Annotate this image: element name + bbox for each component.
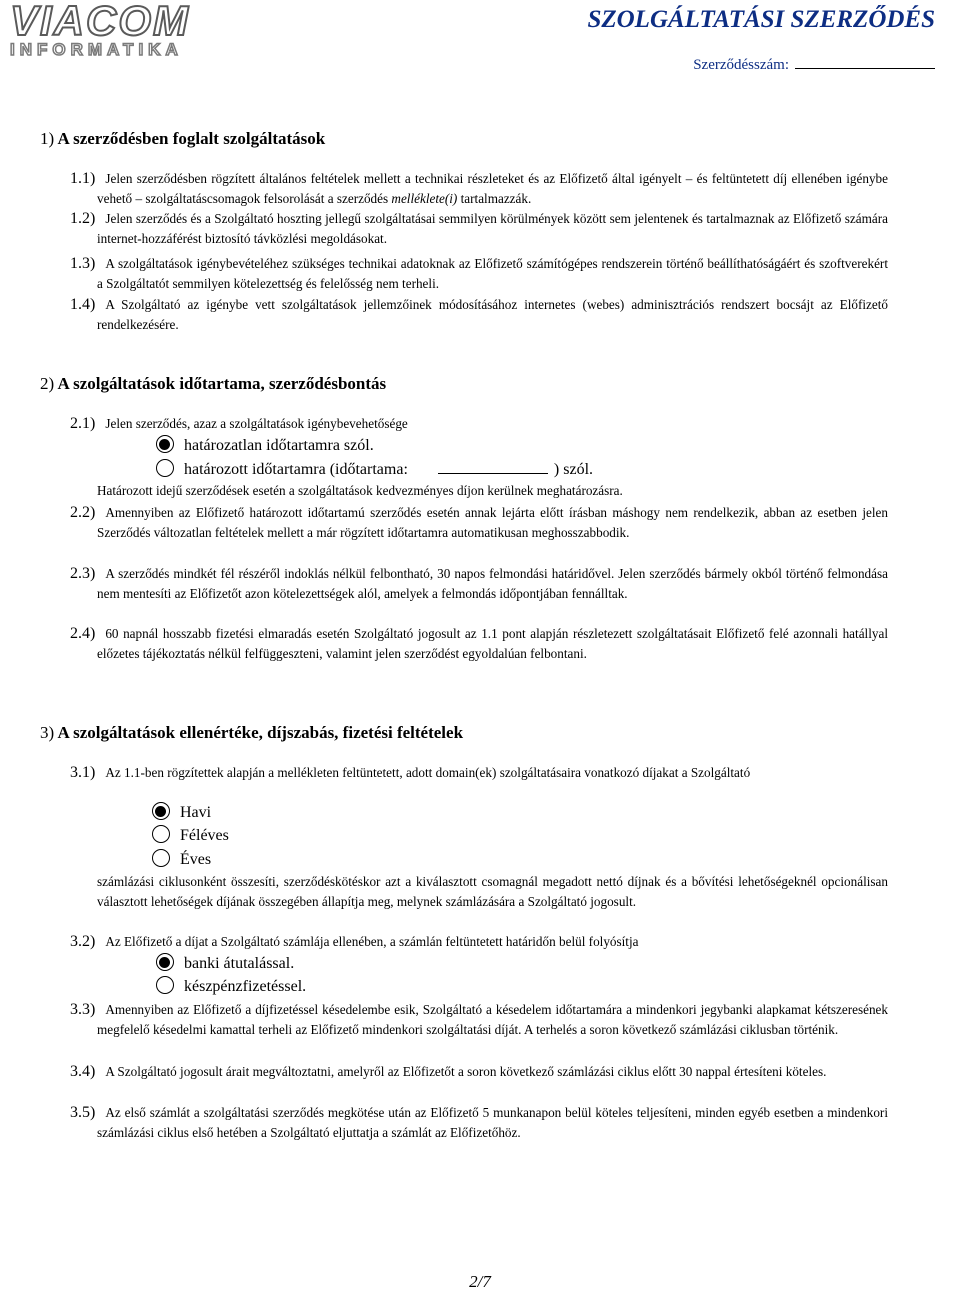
- clause-number: 3.3): [70, 1001, 96, 1018]
- clause-number: 1.3): [70, 255, 96, 272]
- option-label: banki átutalással.: [184, 955, 295, 972]
- billing-option-semiannual[interactable]: [152, 825, 229, 847]
- clause-1-4: [70, 295, 888, 334]
- clause-1-1: [70, 169, 888, 208]
- clause-number: 2.3): [70, 565, 96, 582]
- clause-number: 3.2): [70, 933, 96, 950]
- option-suffix: ) szól.: [553, 461, 594, 478]
- clause-tail: tartalmazzák.: [457, 190, 532, 206]
- clause-2-2: [70, 503, 888, 542]
- clause-text: Az 1.1-ben rögzítettek alapján a mellékleten feltüntetett, adott domain(ek) szolgáltatásaira vonatkozó díjakat a Szolgáltató: [105, 765, 751, 780]
- clause-text: A szolgáltatások igénybevételéhez szükséges technikai adatoknak az Előfizető számítógépes rendszerein történő beállíthatóságáért és szoftverekért a Szolgáltatót semmilyen kötelezettség és felelősség nem terheli.: [97, 256, 888, 291]
- section-title: A szolgáltatások időtartama, szerződésbontás: [57, 374, 387, 393]
- section-title: A szolgáltatások ellenértéke, díjszabás, fizetési feltételek: [57, 723, 464, 742]
- clause-2-1: [70, 414, 408, 434]
- document-title: SZOLGÁLTATÁSI SZERZŐDÉS: [587, 6, 935, 33]
- company-logo-top: VIACOM: [10, 0, 190, 44]
- clause-number: 3.4): [70, 1063, 96, 1080]
- clause-number: 1.4): [70, 296, 96, 313]
- radio-empty-icon[interactable]: [152, 825, 170, 843]
- duration-option-fixed[interactable]: [156, 457, 593, 481]
- clause-number: 2.2): [70, 504, 96, 521]
- contract-number-label: Szerződésszám:: [693, 57, 789, 73]
- clause-text: Amennyiben az Előfizető határozott időtartamú szerződés esetén annak lejárta előtt írásban máshogy nem rendelkezik, abban az esetben jelen Szerződés változatlan feltételek mellett a már rögzített időtartamra automatikusan meghosszabbodik.: [97, 505, 888, 540]
- section2-heading: [40, 374, 386, 394]
- radio-selected-icon[interactable]: [156, 953, 174, 971]
- clause-text: Jelen szerződésben rögzített általános feltételek mellett a technikai részleteket és az Előfizető által igényelt – és feltüntetett díj ellenében igénybe vehető – szolgáltatáscsomagok felsorolását a szerződés: [97, 171, 888, 206]
- clause-text: Az Előfizető a díjat a Szolgáltató számlája ellenében, a számlán feltüntetett határidőn belül folyósítja: [105, 934, 639, 949]
- radio-empty-icon[interactable]: [152, 849, 170, 867]
- option-label: készpénzfizetéssel.: [184, 978, 307, 995]
- clause-3-4: [70, 1062, 888, 1082]
- company-logo-bottom: INFORMATIKA: [10, 40, 183, 59]
- payment-option-cash[interactable]: [156, 976, 306, 998]
- clause-3-3: [70, 1000, 888, 1039]
- contract-number-field[interactable]: [795, 54, 935, 69]
- duration-field[interactable]: [438, 457, 548, 474]
- clause-number: 1.2): [70, 210, 96, 227]
- option-label: határozott időtartamra (időtartama:: [184, 461, 408, 478]
- clause-3-1-continuation: számlázási ciklusonként összesíti, szerződéskötéskor azt a kiválasztott csomagnál megadott nettó díjnak és a bővítési lehetőségeknél opcionálisan választott lehetőségek díjának összegében állapítja meg, melynek számlázására a Szolgáltató jogosult.: [97, 874, 888, 909]
- fixed-term-note: Határozott idejű szerződések esetén a szolgáltatások kedvezményes díjon kerülnek meghatározásra.: [97, 483, 623, 498]
- clause-2-3: [70, 564, 888, 603]
- section-number: 1): [40, 129, 55, 148]
- clause-number: 2.4): [70, 625, 96, 642]
- radio-selected-icon[interactable]: [156, 435, 174, 453]
- page-number: 2/7: [469, 1272, 491, 1291]
- clause-1-2: [70, 209, 888, 248]
- section-title: A szerződésben foglalt szolgáltatások: [57, 129, 326, 148]
- clause-3-1: [70, 763, 888, 783]
- clause-2-4: [70, 624, 888, 663]
- section-number: 3): [40, 723, 55, 742]
- clause-text: Jelen szerződés és a Szolgáltató hoszting jellegű szolgáltatásai semmilyen körülmények között sem jelentenek és tartalmaznak az Előfizető számára internet-hozzáférést biztosító távközlési megoldásokat.: [97, 211, 888, 246]
- clause-text: A szerződés mindkét fél részéről indoklás nélkül felbontható, 30 napos felmondási határidővel. Jelen szerződés bármely okból történő felmondása nem mentesíti az Előfizetőt azon kötelezettségek alól, amelyek a felmondás időpontjában fennálltak.: [97, 566, 888, 601]
- clause-italic: melléklete(i): [391, 190, 458, 206]
- clause-number: 3.5): [70, 1104, 96, 1121]
- billing-option-annual[interactable]: [152, 849, 211, 871]
- billing-option-monthly[interactable]: [152, 802, 211, 824]
- clause-text: Jelen szerződés, azaz a szolgáltatások igénybevehetősége: [105, 416, 408, 431]
- clause-text: Amennyiben az Előfizető a díjfizetéssel késedelembe esik, Szolgáltató a késedelem időtartamára a mindenkori jegybanki alapkamat kétszeresének megfelelő késedelmi kamattal terheli az Előfizető mindenkori szolgáltatási díját. A terhelés a soron következő számlázási ciklusban történik.: [97, 1002, 888, 1037]
- radio-selected-icon[interactable]: [152, 802, 170, 820]
- section-number: 2): [40, 374, 55, 393]
- clause-3-2: [70, 932, 639, 952]
- clause-text: A Szolgáltató az igénybe vett szolgáltatások jellemzőinek módosításához internetes (webes) adminisztrációs rendszert bocsájt az Előfizető rendelkezésére.: [97, 297, 888, 332]
- clause-number: 3.1): [70, 764, 96, 781]
- radio-empty-icon[interactable]: [156, 976, 174, 994]
- duration-option-indefinite[interactable]: [156, 435, 374, 457]
- section3-heading: [40, 723, 463, 743]
- clause-text: A Szolgáltató jogosult árait megváltoztatni, amelyről az Előfizetőt a soron következő számlázási ciklus előtt 30 nappal értesíteni köteles.: [105, 1064, 827, 1079]
- section1-heading: [40, 129, 325, 149]
- clause-number: 1.1): [70, 170, 96, 187]
- clause-1-3: [70, 254, 888, 293]
- contract-number: [693, 54, 935, 74]
- option-label: Féléves: [180, 827, 229, 844]
- clause-3-5: [70, 1103, 888, 1142]
- option-label: Havi: [180, 804, 212, 821]
- clause-number: 2.1): [70, 415, 96, 432]
- option-label: Éves: [180, 851, 212, 868]
- clause-text: 60 napnál hosszabb fizetési elmaradás esetén Szolgáltató jogosult az 1.1 pont alapján részletezett szolgáltatásait Előfizető felé azonnali hatállyal előzetes tájékoztatás nélkül felfüggeszteni, valamint jelen szerződést egyoldalúan felbontani.: [97, 626, 888, 661]
- radio-empty-icon[interactable]: [156, 459, 174, 477]
- option-label: határozatlan időtartamra szól.: [184, 437, 374, 454]
- payment-option-transfer[interactable]: [156, 953, 294, 975]
- clause-text: Az első számlát a szolgáltatási szerződés megkötése után az Előfizető 5 munkanapon belül köteles teljesíteni, minden egyéb esetben a mindenkori számlázási ciklus első hetében a Szolgáltató eljuttatja a számlát az Előfizetőhöz.: [97, 1105, 888, 1140]
